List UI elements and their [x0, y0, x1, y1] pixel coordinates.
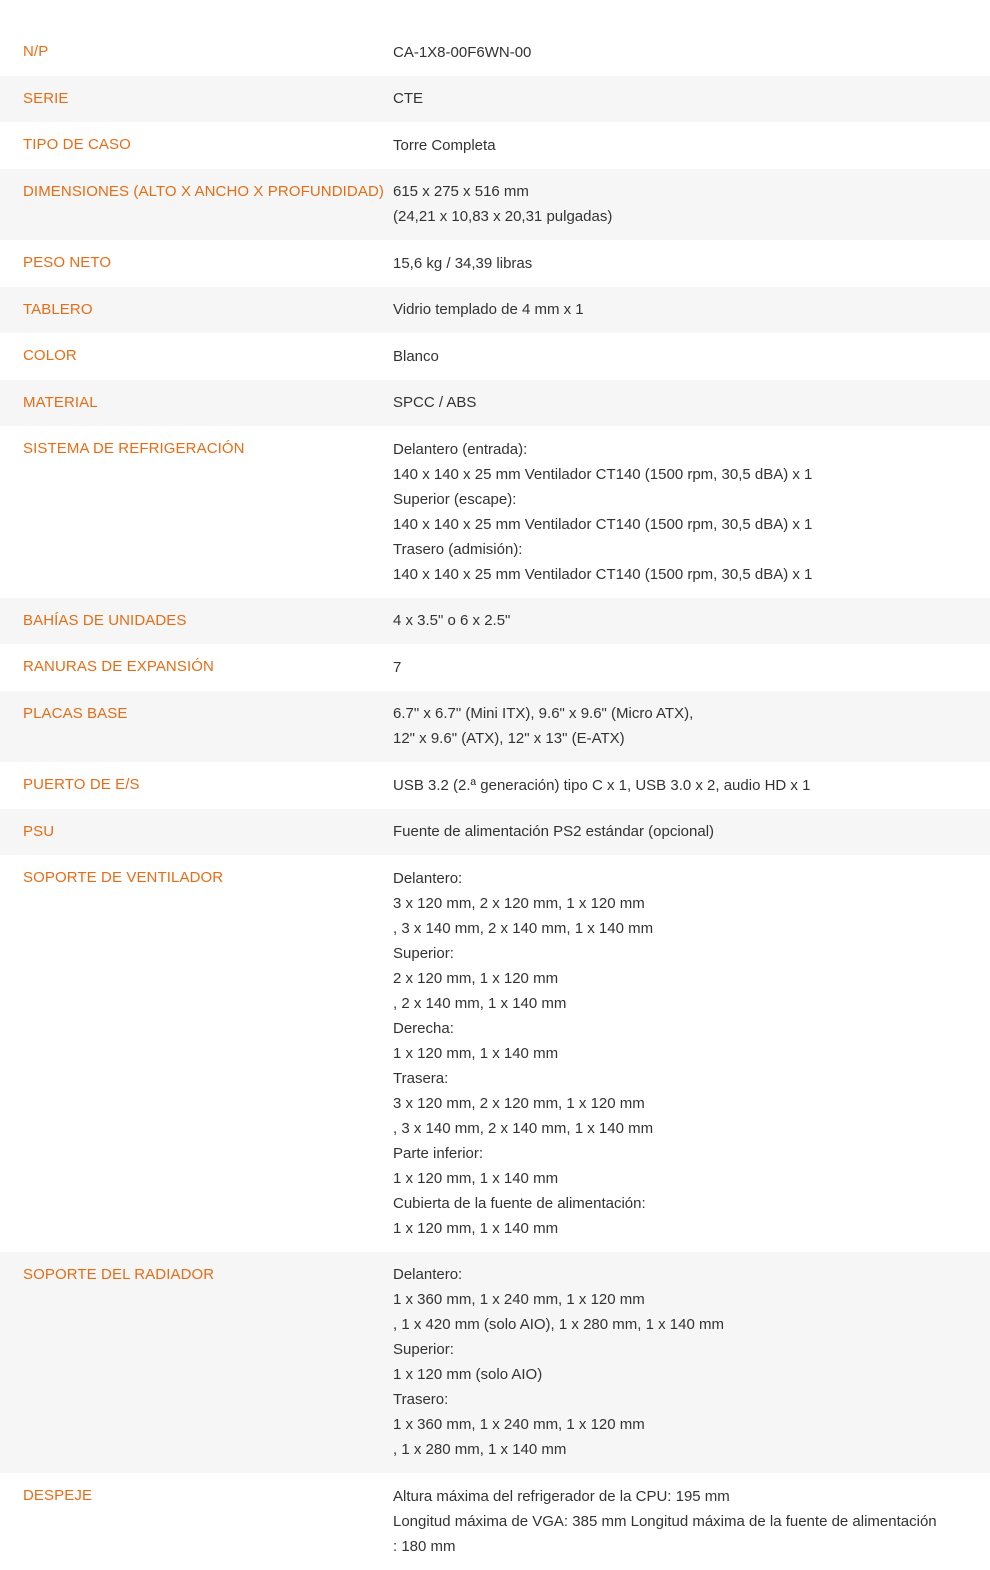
spec-value-line: Longitud máxima de VGA: 385 mm Longitud máxima de la fuente de alimentación	[393, 1512, 937, 1530]
spec-value-line: 1 x 120 mm, 1 x 140 mm	[393, 1219, 559, 1237]
spec-value-line: USB 3.2 (2.ª generación) tipo C x 1, USB 3.0 x 2, audio HD x 1	[393, 776, 811, 794]
spec-value-line: , 3 x 140 mm, 2 x 140 mm, 1 x 140 mm	[393, 1119, 654, 1137]
spec-value-line: SPCC / ABS	[393, 394, 477, 411]
spec-label: MATERIAL	[23, 393, 98, 411]
spec-row	[0, 122, 990, 169]
spec-value-line: Superior:	[393, 1341, 454, 1358]
spec-value-line: Blanco	[393, 347, 439, 365]
spec-value	[393, 179, 990, 229]
spec-label: PUERTO DE E/S	[23, 776, 140, 793]
spec-row	[0, 855, 990, 1252]
spec-value	[393, 655, 990, 680]
spec-value-line: CTE	[393, 90, 423, 107]
spec-row	[0, 1473, 990, 1570]
spec-value-line: 140 x 140 x 25 mm Ventilador CT140 (1500 rpm, 30,5 dBA) x 1	[393, 465, 813, 483]
spec-value	[393, 608, 990, 633]
spec-row	[0, 380, 990, 427]
spec-value-line: 7	[393, 658, 402, 676]
spec-label: SOPORTE DE VENTILADOR	[23, 869, 224, 886]
spec-row	[0, 287, 990, 334]
spec-row	[0, 29, 990, 76]
spec-value	[393, 1262, 990, 1462]
spec-value	[393, 251, 990, 276]
spec-label: PLACAS BASE	[23, 704, 128, 722]
spec-row	[0, 426, 990, 598]
spec-label: SERIE	[23, 89, 69, 107]
spec-row	[0, 169, 990, 241]
spec-value-line: Superior (escape):	[393, 490, 517, 508]
spec-value	[393, 819, 990, 844]
spec-value-line: 1 x 360 mm, 1 x 240 mm, 1 x 120 mm	[393, 1291, 645, 1308]
spec-label: N/P	[23, 43, 49, 60]
spec-label: SOPORTE DEL RADIADOR	[23, 1265, 215, 1283]
spec-value-line: Delantero:	[393, 869, 463, 887]
spec-value-line: 12" x 9.6" (ATX), 12" x 13" (E-ATX)	[393, 730, 625, 747]
spec-value-line: 15,6 kg / 34,39 libras	[393, 254, 533, 272]
spec-value-line: 3 x 120 mm, 2 x 120 mm, 1 x 120 mm	[393, 894, 645, 912]
spec-value-line: 1 x 120 mm (solo AIO)	[393, 1366, 543, 1383]
spec-value	[393, 344, 990, 369]
spec-value-line: Torre Completa	[393, 136, 496, 154]
spec-value	[393, 866, 990, 1241]
spec-value-line: , 3 x 140 mm, 2 x 140 mm, 1 x 140 mm	[393, 919, 654, 937]
spec-value-line: 140 x 140 x 25 mm Ventilador CT140 (1500 rpm, 30,5 dBA) x 1	[393, 565, 813, 583]
spec-label: PSU	[23, 822, 55, 840]
spec-value-line: 4 x 3.5" o 6 x 2.5"	[393, 612, 511, 629]
spec-label: TABLERO	[23, 300, 93, 318]
spec-value-line: Vidrio templado de 4 mm x 1	[393, 301, 584, 318]
spec-value	[393, 86, 990, 111]
spec-value-line: 6.7" x 6.7" (Mini ITX), 9.6" x 9.6" (Micro ATX),	[393, 705, 694, 722]
spec-value-line: Cubierta de la fuente de alimentación:	[393, 1194, 646, 1212]
spec-label: DESPEJE	[23, 1487, 93, 1504]
spec-row	[0, 644, 990, 691]
spec-label: SISTEMA DE REFRIGERACIÓN	[23, 440, 245, 457]
spec-value-line: Parte inferior:	[393, 1144, 484, 1162]
spec-row	[0, 1252, 990, 1474]
spec-value-line: Delantero (entrada):	[393, 440, 528, 458]
spec-value-line: 3 x 120 mm, 2 x 120 mm, 1 x 120 mm	[393, 1094, 645, 1112]
spec-value-line: (24,21 x 10,83 x 20,31 pulgadas)	[393, 208, 613, 225]
spec-value-line: Altura máxima del refrigerador de la CPU: 195 mm	[393, 1487, 730, 1505]
spec-value-line: 2 x 120 mm, 1 x 120 mm	[393, 969, 559, 987]
spec-label: COLOR	[23, 347, 77, 364]
spec-value-line: Delantero:	[393, 1266, 463, 1283]
spec-row	[0, 598, 990, 645]
spec-value	[393, 701, 990, 751]
spec-value-line: 140 x 140 x 25 mm Ventilador CT140 (1500 rpm, 30,5 dBA) x 1	[393, 515, 813, 533]
spec-value-line: , 1 x 420 mm (solo AIO), 1 x 280 mm, 1 x 140 mm	[393, 1316, 724, 1333]
spec-value	[393, 437, 990, 587]
spec-label: RANURAS DE EXPANSIÓN	[23, 658, 214, 675]
spec-value	[393, 133, 990, 158]
spec-value-line: : 180 mm	[393, 1537, 456, 1555]
spec-value-line: Derecha:	[393, 1019, 454, 1037]
spec-row	[0, 333, 990, 380]
spec-row	[0, 240, 990, 287]
spec-label: TIPO DE CASO	[23, 136, 131, 153]
spec-value-line: Fuente de alimentación PS2 estándar (opcional)	[393, 823, 715, 840]
spec-value-line: Trasero:	[393, 1391, 449, 1408]
spec-value-line: 1 x 120 mm, 1 x 140 mm	[393, 1044, 559, 1062]
spec-value	[393, 390, 990, 415]
spec-value-line: Trasero (admisión):	[393, 540, 523, 558]
spec-value	[393, 773, 990, 798]
spec-label: DIMENSIONES (ALTO X ANCHO X PROFUNDIDAD)	[23, 182, 384, 200]
spec-value-line: , 2 x 140 mm, 1 x 140 mm	[393, 994, 567, 1012]
spec-label: PESO NETO	[23, 254, 112, 271]
spec-value	[393, 1484, 990, 1559]
spec-value	[393, 40, 990, 65]
spec-value-line: 615 x 275 x 516 mm	[393, 183, 529, 200]
spec-row	[0, 76, 990, 123]
spec-value-line: 1 x 120 mm, 1 x 140 mm	[393, 1169, 559, 1187]
spec-row	[0, 691, 990, 763]
spec-label: BAHÍAS DE UNIDADES	[23, 611, 187, 629]
spec-value-line: Trasera:	[393, 1069, 449, 1087]
spec-value-line: , 1 x 280 mm, 1 x 140 mm	[393, 1441, 567, 1458]
spec-row	[0, 762, 990, 809]
spec-row	[0, 809, 990, 856]
spec-value	[393, 297, 990, 322]
spec-value-line: Superior:	[393, 944, 454, 962]
spec-value-line: 1 x 360 mm, 1 x 240 mm, 1 x 120 mm	[393, 1416, 645, 1433]
spec-value-line: CA-1X8-00F6WN-00	[393, 43, 532, 61]
